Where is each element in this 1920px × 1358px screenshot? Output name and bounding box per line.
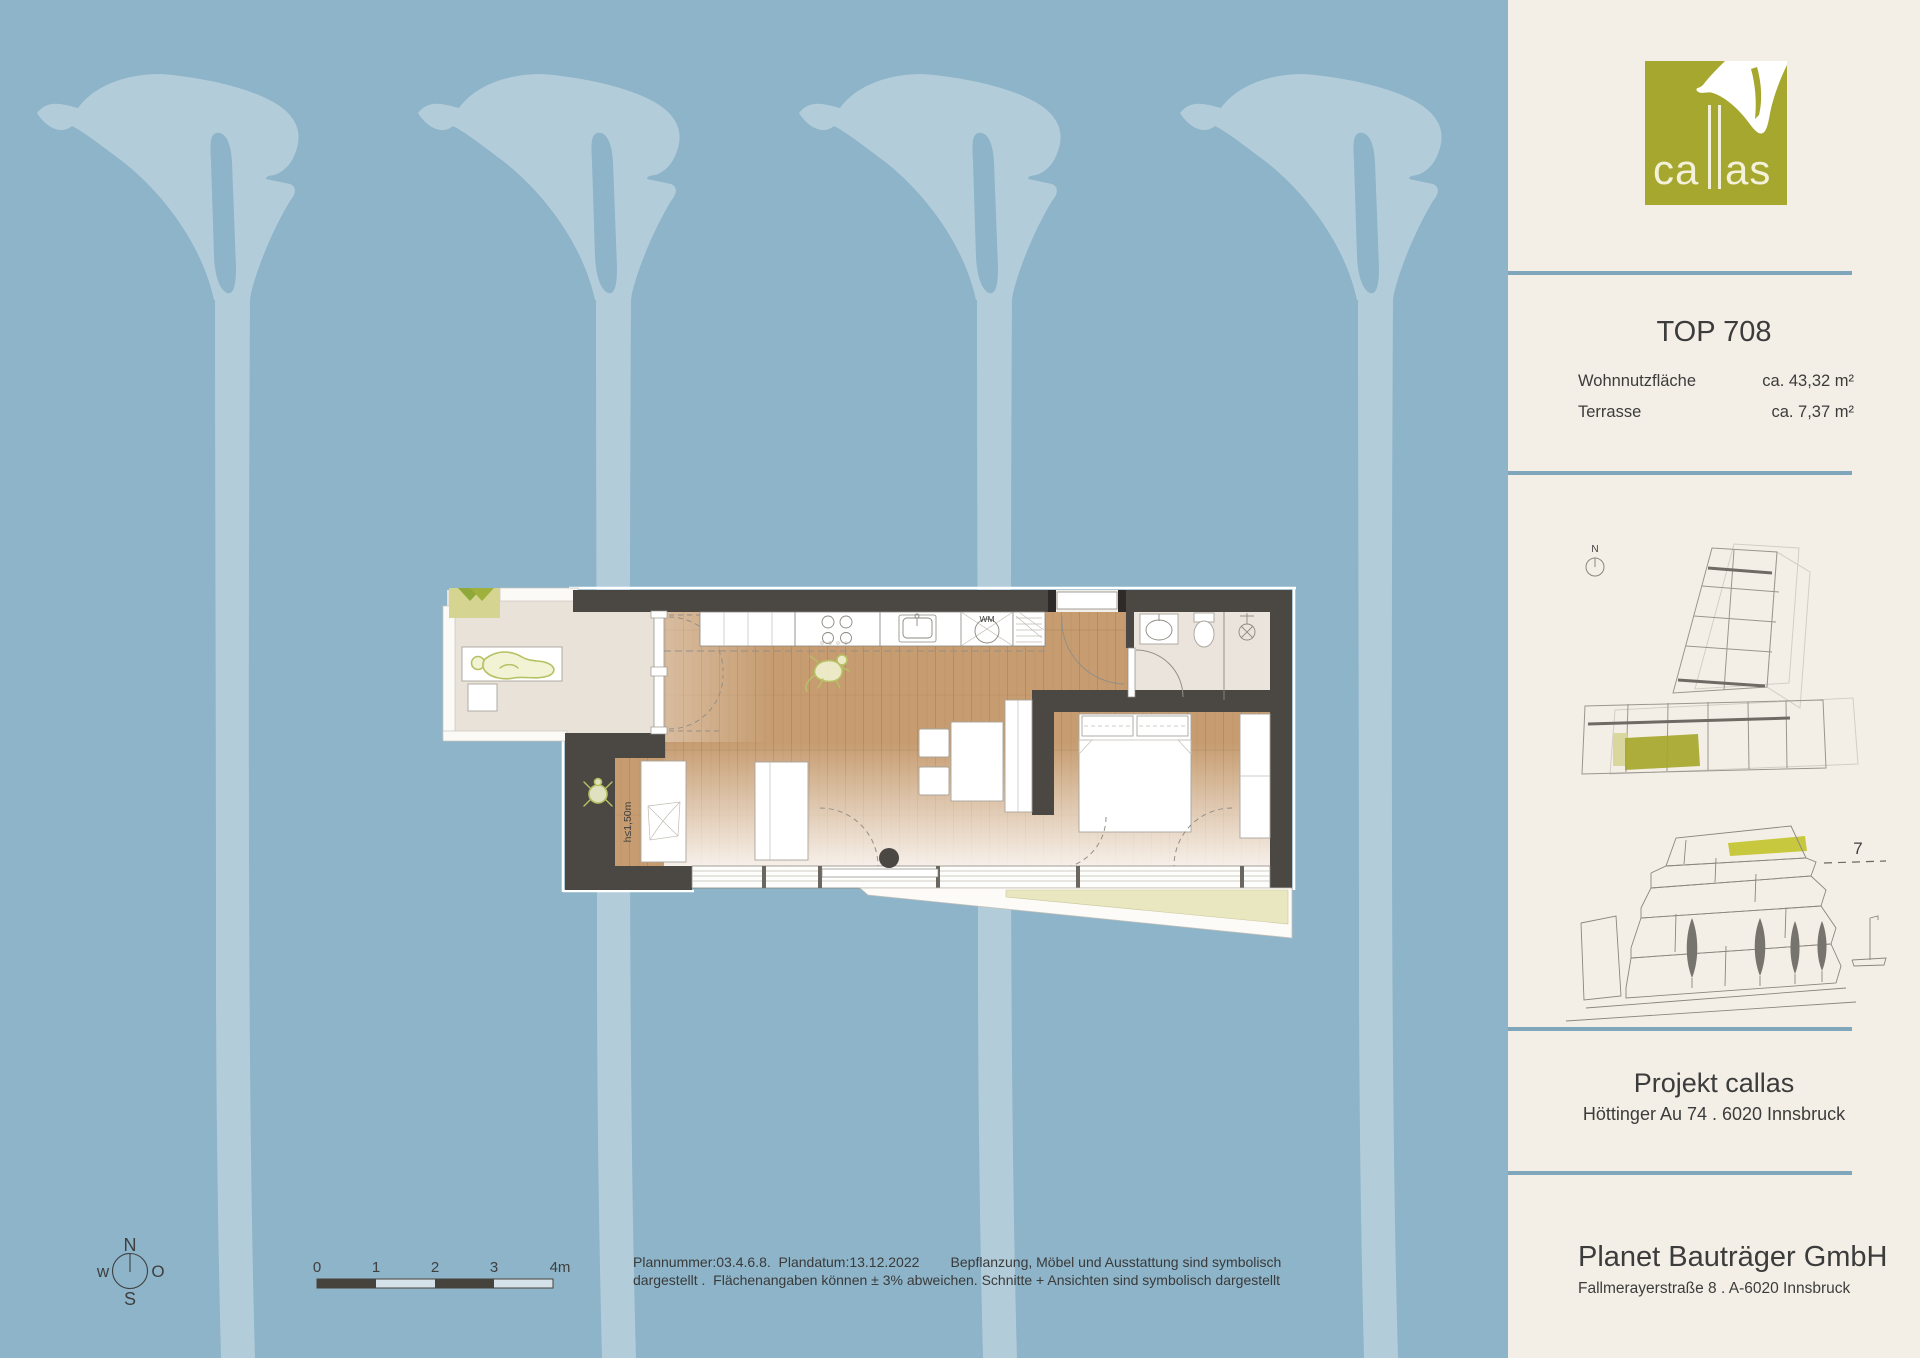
- height-note-label: h≤1,50m: [622, 801, 634, 843]
- unit-highlight: [1625, 734, 1700, 770]
- divider: [1508, 471, 1852, 475]
- floor-highlight: [1728, 836, 1807, 856]
- sliding-door-track: [822, 869, 938, 877]
- logo-l-stroke: [1708, 105, 1711, 189]
- callas-logo: [1645, 61, 1787, 205]
- washbasin-icon: [1140, 614, 1178, 644]
- company-address: Fallmerayerstraße 8 . A-6020 Innsbruck: [1578, 1280, 1851, 1297]
- compass: [96, 1235, 165, 1309]
- compass-w: w: [96, 1262, 110, 1281]
- terrace-value: ca. 7,37 m²: [1771, 403, 1854, 421]
- floor-indicator-label: 7: [1853, 839, 1863, 858]
- kitchen-shelf-icon: [1013, 612, 1045, 646]
- unit-title: TOP 708: [1656, 316, 1772, 348]
- area-value: ca. 43,32 m²: [1762, 372, 1854, 390]
- compass-n: N: [123, 1235, 137, 1255]
- key-plan-sketch: [1558, 528, 1908, 818]
- living-wardrobe: [1005, 700, 1032, 812]
- divider: [1508, 271, 1852, 275]
- logo-text-ca: ca: [1653, 146, 1700, 193]
- scale-tick-4m: 4m: [549, 1259, 571, 1276]
- unit-highlight-terrace: [1613, 733, 1627, 766]
- washing-machine-label: WM: [979, 614, 995, 624]
- unit-terrace-row: [1578, 403, 1854, 422]
- column: [879, 848, 899, 868]
- scale-bar: [313, 1259, 571, 1288]
- divider: [1508, 1171, 1852, 1175]
- logo-text-as: as: [1725, 146, 1772, 193]
- apartment-floor-plan: [443, 588, 1296, 938]
- sink-icon: [899, 614, 936, 642]
- floor-indicator-line: [1824, 861, 1886, 863]
- terrace-label: Terrasse: [1578, 403, 1642, 421]
- double-bed: [1079, 714, 1191, 832]
- keyplan-north-label: N: [1591, 544, 1599, 555]
- plan-note-line1: Plannummer:03.4.6.8. Plandatum:13.12.2022 Bepflanzung, Möbel und Ausstattung sind symbolisch: [633, 1254, 1282, 1270]
- building-elevation-sketch: [1556, 818, 1920, 1023]
- compass-s: S: [123, 1289, 137, 1309]
- project-title: Projekt callas: [1633, 1068, 1795, 1098]
- compass-o: O: [151, 1262, 165, 1281]
- terrace-side-table: [468, 684, 497, 711]
- info-sidebar: [1508, 0, 1920, 1358]
- kitchen-counter: [664, 612, 1045, 651]
- scale-tick-0: 0: [312, 1259, 322, 1276]
- divider: [1508, 1027, 1852, 1031]
- unit-area-row: [1578, 372, 1854, 391]
- terrace-wedge: [860, 888, 1292, 938]
- company-name: Planet Bauträger GmbH: [1578, 1241, 1888, 1273]
- toilet-icon: [1194, 613, 1214, 647]
- area-label: Wohnnutzfläche: [1578, 372, 1697, 390]
- project-address: Höttinger Au 74 . 6020 Innsbruck: [1582, 1104, 1846, 1124]
- washing-machine-icon: [961, 612, 1013, 646]
- scale-tick-3: 3: [489, 1259, 499, 1276]
- logo-l-stroke: [1718, 105, 1721, 189]
- street-lamp-icon: [1852, 916, 1886, 966]
- plan-note-line2: dargestellt . Flächenangaben können ± 3% abweichen. Schnitte + Ansichten sind symbolisch dargestellt: [633, 1272, 1281, 1288]
- scale-tick-1: 1: [371, 1259, 381, 1276]
- sideboard: [755, 762, 808, 860]
- scale-tick-2: 2: [430, 1259, 440, 1276]
